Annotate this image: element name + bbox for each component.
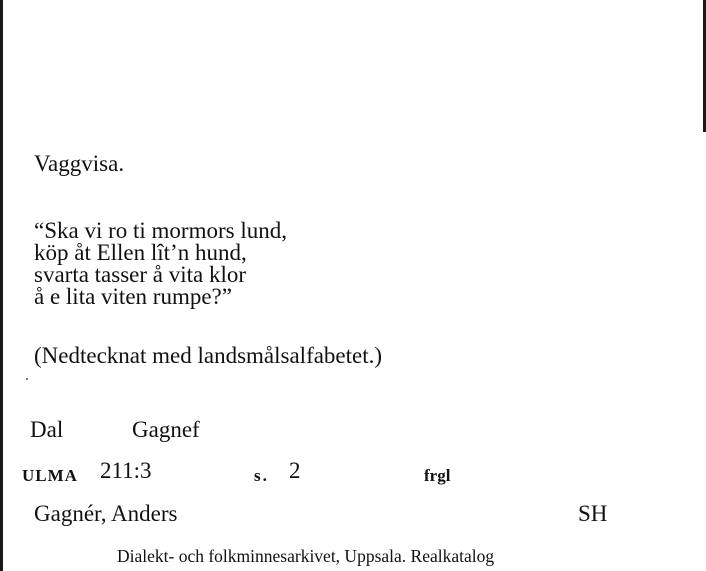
landscape-label: Dal	[30, 417, 64, 442]
card-left-edge	[0, 0, 3, 571]
category-code: frgl	[424, 466, 451, 485]
card-title: Vaggvisa.	[34, 151, 125, 176]
parish-label: Gagnef	[132, 417, 200, 442]
recorder-initials: SH	[578, 501, 608, 526]
page-number: 2	[289, 458, 301, 483]
poem-line: svarta tasser å vita klor	[34, 262, 247, 287]
archive-number: 211:3	[100, 458, 152, 483]
poem-line: köp åt Ellen lît’n hund,	[34, 240, 247, 265]
archive-footer: Dialekt- och folkminnesarkivet, Uppsala. Realkatalog	[117, 546, 495, 566]
transcription-note: (Nedtecknat med landsmålsalfabetet.)	[34, 343, 383, 368]
poem-line: å e lita viten rumpe?”	[34, 284, 232, 309]
poem-block	[34, 220, 287, 308]
archive-code: ULMA	[22, 466, 78, 485]
page-label: s.	[254, 466, 269, 485]
paper-speck	[26, 378, 28, 380]
collector-name: Gagnér, Anders	[34, 501, 178, 526]
poem-line: “Ska vi ro ti mormors lund,	[34, 218, 287, 243]
